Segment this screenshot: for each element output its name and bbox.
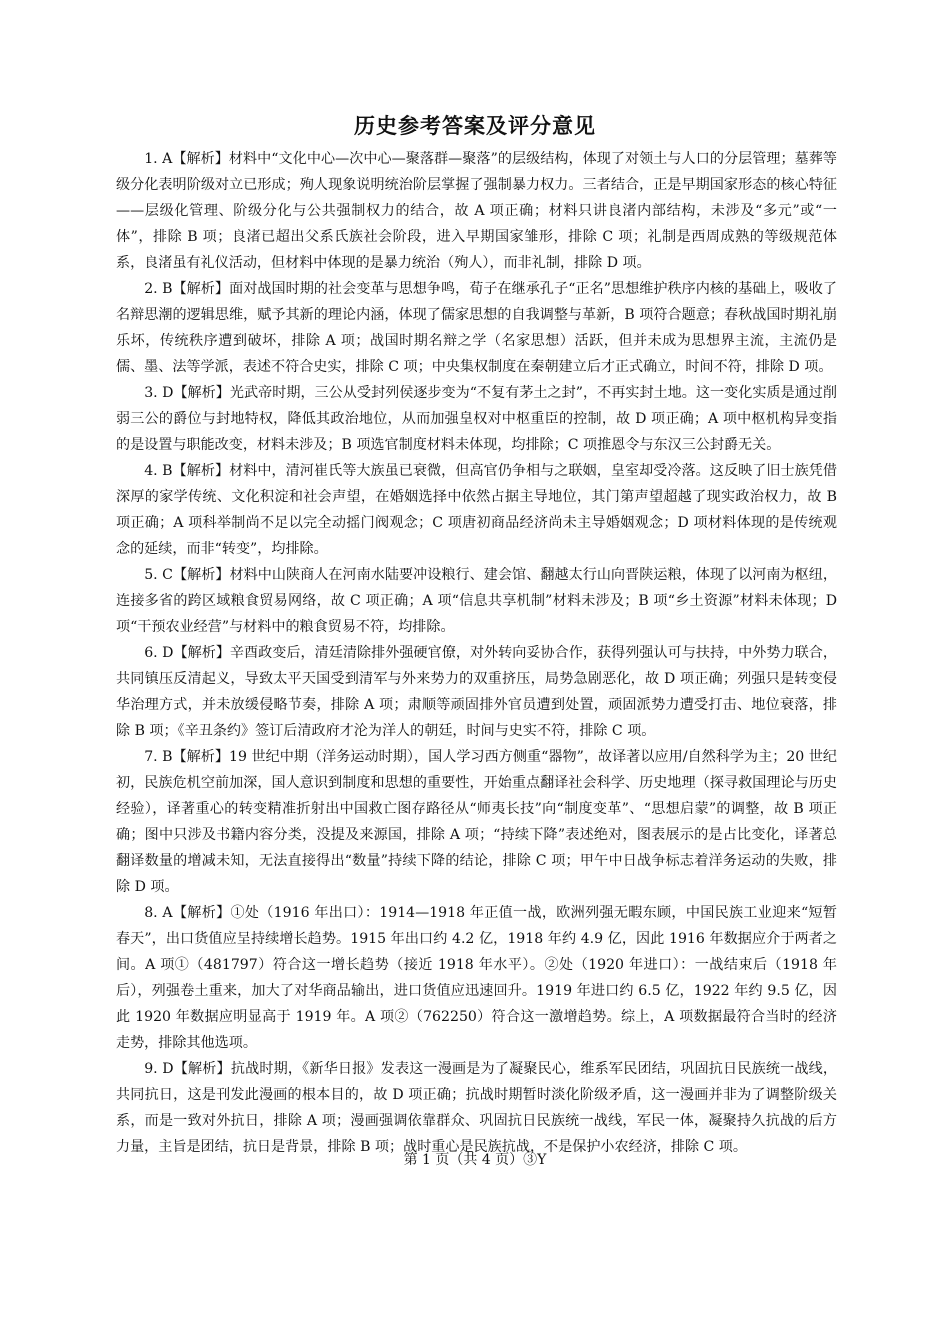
answer-item-7: 7. B【解析】19 世纪中期（洋务运动时期），国人学习西方侧重“器物”，故译著以应用/自然科学为主；20 世纪初，民族危机空前加深，国人意识到制度和思想的重要性，开始重点翻译社会科学、历史地理（探寻救国理论与历史经验），译著重心的转变精准折射出中国救亡图存路径从“师夷长技”向“制度变革”、“思想启蒙”的调整，故 B 项正确；图中只涉及书籍内容分类，没提及来源国，排除 A 项；“持续下降”表述绝对，图表展示的是占比变化，译著总翻译数量的增减未知，无法直接得出“数量”持续下降的结论，排除 C 项；甲午中日战争标志着洋务运动的失败，排除 D 项。	[116, 749, 837, 895]
page-title: 历史参考答案及评分意见	[354, 114, 596, 138]
answer-item-2: 2. B【解析】面对战国时期的社会变革与思想争鸣，荀子在继承孔子“正名”思想维护秩序内核的基础上，吸收了名辩思潮的逻辑思维，赋予其新的理论内涵，体现了儒家思想的自我调整与革新，B 项符合题意；春秋战国时期礼崩乐坏，传统秩序遭到破坏，排除 A 项；战国时期名辩之学（名家思想）活跃，但并未成为思想界主流，主流仍是儒、墨、法等学派，表述不符合史实，排除 C 项；中央集权制度在秦朝建立后才正式确立，时间不符，排除 D 项。	[116, 281, 837, 375]
answer-item-6: 6. D【解析】辛酉政变后，清廷清除排外强硬官僚，对外转向妥协合作，获得列强认可与扶持，中外势力联合，共同镇压反清起义，导致太平天国受到清军与外来势力的双重挤压，局势急剧恶化，故 D 项正确；列强只是转变侵华治理方式，并未放缓侵略节奏，排除 A 项；肃顺等顽固排外官员遭到处置，顽固派势力遭受打击、地位衰落，排除 B 项；《辛丑条约》签订后清政府才沦为洋人的朝廷，时间与史实不符，排除 C 项。	[116, 645, 837, 739]
page-footer: 第 1 页（共 4 页）③Y	[403, 1152, 547, 1168]
answer-item-3: 3. D【解析】光武帝时期，三公从受封列侯逐步变为“不复有茅土之封”，不再实封土地。这一变化实质是通过削弱三公的爵位与封地特权，降低其政治地位，从而加强皇权对中枢重臣的控制，故 D 项正确；A 项中枢机构异变指的是设置与职能改变，材料未涉及；B 项选官制度材料未体现，均排除；C 项推恩令与东汉三公封爵无关。	[116, 385, 837, 453]
answer-explanations	[116, 146, 837, 1160]
answer-item-8: 8. A【解析】①处（1916 年出口）：1914—1918 年正值一战，欧洲列强无暇东顾，中国民族工业迎来“短暂春天”，出口货值应呈持续增长趋势。1915 年出口约 4.2 亿，1918 年约 4.9 亿，因此 1916 年数据应介于两者之间。A 项①（481797）符合这一增长趋势（接近 1918 年水平）。②处（1920 年进口）：一战结束后（1918 年后），列强卷土重来，加大了对华商品输出，进口货值应迅速回升。1919 年进口约 6.5 亿，1922 年约 9.5 亿，因此 1920 年数据应明显高于 1919 年。A 项②（762250）符合这一激增趋势。综上，A 项数据最符合当时的经济走势，排除其他选项。	[116, 905, 837, 1051]
answer-item-9: 9. D【解析】抗战时期，《新华日报》发表这一漫画是为了凝聚民心，维系军民团结，巩固抗日民族统一战线，共同抗日，这是刊发此漫画的根本目的，故 D 项正确；抗战时期暂时淡化阶级矛盾，这一漫画并非为了调整阶级关系，而是一致对外抗日，排除 A 项；漫画强调依靠群众、巩固抗日民族统一战线，军民一体，凝聚持久抗战的后方力量，主旨是团结，抗日是背景，排除 B 项；战时重心是民族抗战，不是保护小农经济，排除 C 项。	[116, 1061, 837, 1155]
answer-item-1: 1. A【解析】材料中“文化中心—次中心—聚落群—聚落”的层级结构，体现了对领土与人口的分层管理；墓葬等级分化表明阶级对立已形成；殉人现象说明统治阶层掌握了强制暴力权力。三者结合，正是早期国家形态的核心特征——层级化管理、阶级分化与公共强制权力的结合，故 A 项正确；材料只讲良渚内部结构，未涉及“多元”或“一体”，排除 B 项；良渚已超出父系氏族社会阶段，进入早期国家雏形，排除 C 项；礼制是西周成熟的等级规范体系，良渚虽有礼仪活动，但材料中体现的是暴力统治（殉人），而非礼制，排除 D 项。	[116, 151, 837, 271]
answer-item-4: 4. B【解析】材料中，清河崔氏等大族虽已衰微，但高官仍争相与之联姻，皇室却受冷落。这反映了旧士族凭借深厚的家学传统、文化积淀和社会声望，在婚姻选择中依然占据主导地位，其门第声望超越了现实政治权力，故 B 项正确；A 项科举制尚不足以完全动摇门阀观念；C 项唐初商品经济尚未主导婚姻观念；D 项材料体现的是传统观念的延续，而非“转变”，均排除。	[116, 463, 837, 557]
answer-item-5: 5. C【解析】材料中山陕商人在河南水陆要冲设粮行、建会馆、翻越太行山向晋陕运粮，体现了以河南为枢纽，连接多省的跨区域粮食贸易网络，故 C 项正确；A 项“信息共享机制”材料未涉及；B 项“乡土资源”材料未体现；D 项“干预农业经营”与材料中的粮食贸易不符，均排除。	[116, 567, 837, 635]
